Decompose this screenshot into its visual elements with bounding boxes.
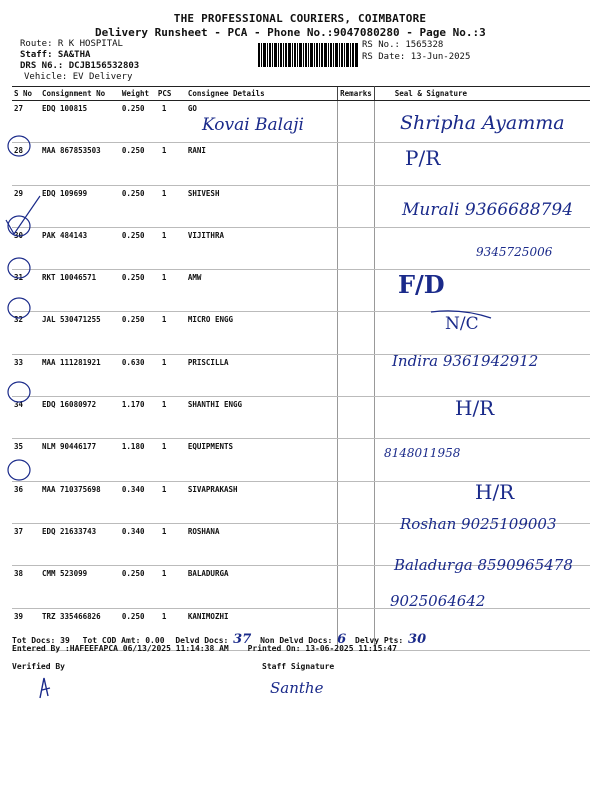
row-consignment: RKT 10046571 — [40, 270, 120, 312]
table-row — [12, 312, 590, 354]
col-remarks: Remarks — [338, 87, 375, 101]
handwritten-count: 6 — [337, 632, 347, 647]
non-delivered-docs: Non Delvd Docs: — [260, 636, 333, 645]
verified-signature-mark — [36, 674, 56, 700]
row-consignee: SHIVESH — [186, 185, 338, 227]
row-sno: 35 — [12, 439, 40, 481]
row-remarks — [338, 270, 375, 312]
total-cod: Tot COD Amt: 0.00 — [82, 636, 165, 645]
row-signature — [374, 312, 590, 354]
table-header-row — [12, 87, 590, 101]
row-consignee: VIJITHRA — [186, 227, 338, 269]
row-sno: 36 — [12, 481, 40, 523]
row-sno: 38 — [12, 566, 40, 608]
row-weight: 0.340 — [120, 481, 156, 523]
handwritten-count: 37 — [233, 632, 252, 647]
printed-on: Printed On: 13-06-2025 11:15:47 — [247, 644, 397, 653]
entered-by — [12, 644, 397, 653]
row-remarks — [338, 101, 375, 143]
row-consignee: AMW — [186, 270, 338, 312]
table-row — [12, 270, 590, 312]
drs-number: DRS N6.: DCJB156532803 — [20, 61, 140, 71]
row-consignment: CMM 523099 — [40, 566, 120, 608]
row-remarks — [338, 354, 375, 396]
row-weight: 0.250 — [120, 312, 156, 354]
handwritten-signature: 8148011958 — [384, 446, 461, 460]
row-weight: 0.250 — [120, 185, 156, 227]
handwritten-signature: Baladurga 8590965478 — [394, 556, 573, 574]
rs-number: RS No.: 1565328 — [362, 40, 444, 50]
handwritten-signature: H/R — [475, 480, 515, 504]
row-pcs: 1 — [156, 523, 186, 565]
row-consignee: BALADURGA — [186, 566, 338, 608]
row-consignee: EQUIPMENTS — [186, 439, 338, 481]
row-consignee: KANIMOZHI — [186, 608, 338, 650]
handwritten-signature: Shripha Ayamma — [400, 112, 565, 134]
row-consignment: MAA 867853503 — [40, 143, 120, 185]
row-remarks — [338, 227, 375, 269]
delivery-points: Delvy Pts: — [355, 636, 404, 645]
handwritten-signature: 9025064642 — [390, 592, 486, 610]
row-pcs: 1 — [156, 481, 186, 523]
row-consignee: SIVAPRAKASH — [186, 481, 338, 523]
col-sno: S No — [12, 87, 40, 101]
row-consignee: PRISCILLA — [186, 354, 338, 396]
route-label: Route: R K HOSPITAL — [20, 39, 123, 49]
row-consignment: MAA 111281921 — [40, 354, 120, 396]
row-remarks — [338, 397, 375, 439]
vehicle-label: Vehicle: EV Delivery — [24, 72, 133, 82]
row-consignee: GO — [186, 101, 338, 143]
row-remarks — [338, 312, 375, 354]
row-sno: 27 — [12, 101, 40, 143]
handwritten-count: 30 — [408, 632, 427, 647]
row-pcs: 1 — [156, 270, 186, 312]
row-pcs: 1 — [156, 354, 186, 396]
row-consignment: TRZ 335466826 — [40, 608, 120, 650]
rs-date: RS Date: 13-Jun-2025 — [362, 52, 471, 62]
handwritten-signature: Murali 9366688794 — [402, 200, 574, 220]
row-pcs: 1 — [156, 397, 186, 439]
row-pcs: 1 — [156, 143, 186, 185]
row-consignment: JAL 530471255 — [40, 312, 120, 354]
row-weight: 0.250 — [120, 143, 156, 185]
col-pcs: PCS — [156, 87, 186, 101]
row-consignment: EDQ 109699 — [40, 185, 120, 227]
delivered-docs: Delvd Docs: — [175, 636, 229, 645]
row-consignment: EDQ 16080972 — [40, 397, 120, 439]
row-pcs: 1 — [156, 101, 186, 143]
row-sno: 37 — [12, 523, 40, 565]
row-consignment: EDQ 21633743 — [40, 523, 120, 565]
runsheet-subtitle: Delivery Runsheet - PCA - Phone No.:9047080280 - Page No.:3 — [95, 26, 486, 39]
staff-label: Staff: SA&THA — [20, 50, 91, 60]
row-remarks — [338, 143, 375, 185]
row-pcs: 1 — [156, 312, 186, 354]
row-sno: 32 — [12, 312, 40, 354]
col-weight: Weight — [120, 87, 156, 101]
row-weight: 0.250 — [120, 566, 156, 608]
row-sno: 31 — [12, 270, 40, 312]
barcode-icon — [258, 43, 358, 67]
row-pcs: 1 — [156, 566, 186, 608]
table-row — [12, 397, 590, 439]
row-sno: 29 — [12, 185, 40, 227]
handwritten-consignee: Kovai Balaji — [202, 115, 304, 135]
row-sno: 30 — [12, 227, 40, 269]
handwritten-signature: Roshan 9025109003 — [400, 515, 557, 533]
handwritten-signature: F/D — [398, 270, 445, 299]
row-weight: 0.250 — [120, 270, 156, 312]
entered-by-text: Entered By :HAFEEFAPCA 06/13/2025 11:14:38 AM — [12, 644, 229, 653]
row-sno: 34 — [12, 397, 40, 439]
row-sno: 33 — [12, 354, 40, 396]
row-pcs: 1 — [156, 608, 186, 650]
row-consignee: RANI — [186, 143, 338, 185]
row-remarks — [338, 523, 375, 565]
row-consignment: MAA 710375698 — [40, 481, 120, 523]
row-consignee: ROSHANA — [186, 523, 338, 565]
row-weight: 0.250 — [120, 608, 156, 650]
row-weight: 0.250 — [120, 227, 156, 269]
row-consignment: PAK 484143 — [40, 227, 120, 269]
row-sno: 28 — [12, 143, 40, 185]
row-weight: 1.180 — [120, 439, 156, 481]
row-consignment: EDQ 100815 — [40, 101, 120, 143]
table-row — [12, 439, 590, 481]
row-remarks — [338, 439, 375, 481]
row-weight: 0.340 — [120, 523, 156, 565]
row-remarks — [338, 566, 375, 608]
handwritten-signature: N/C — [445, 314, 479, 334]
handwritten-signature: Indira 9361942912 — [392, 352, 539, 370]
col-consignment: Consignment No — [40, 87, 120, 101]
row-sno: 39 — [12, 608, 40, 650]
handwritten-signature: H/R — [455, 396, 495, 420]
handwritten-signature: P/R — [405, 146, 441, 170]
row-weight: 0.250 — [120, 101, 156, 143]
row-consignee: MICRO ENGG — [186, 312, 338, 354]
verified-by: Verified By — [12, 662, 65, 671]
row-weight: 1.170 — [120, 397, 156, 439]
handwritten-signature: 9345725006 — [476, 245, 553, 259]
row-consignee: SHANTHI ENGG — [186, 397, 338, 439]
table-row — [12, 143, 590, 185]
row-pcs: 1 — [156, 185, 186, 227]
row-remarks — [338, 481, 375, 523]
row-weight: 0.630 — [120, 354, 156, 396]
document-title: THE PROFESSIONAL COURIERS, COIMBATORE — [173, 12, 427, 25]
col-consignee: Consignee Details — [186, 87, 338, 101]
row-pcs: 1 — [156, 439, 186, 481]
staff-signature-handwritten: Santhe — [270, 679, 324, 697]
total-docs: Tot Docs: 39 — [12, 636, 70, 645]
staff-signature-label: Staff Signature — [262, 662, 335, 671]
row-consignment: NLM 90446177 — [40, 439, 120, 481]
row-pcs: 1 — [156, 227, 186, 269]
row-remarks — [338, 185, 375, 227]
col-signature: Seal & Signature — [374, 87, 590, 101]
